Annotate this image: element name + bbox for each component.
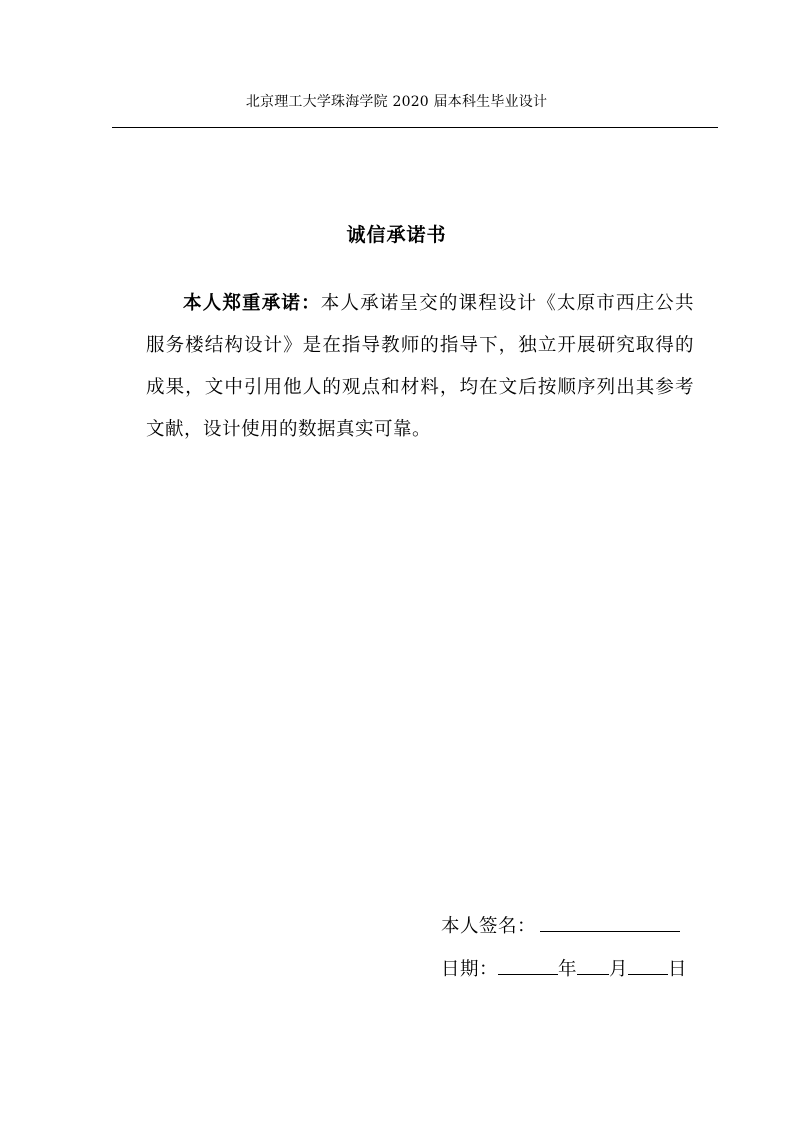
header-divider <box>112 127 718 128</box>
month-blank[interactable] <box>577 954 609 975</box>
document-title: 诚信承诺书 <box>346 224 447 246</box>
signature-label: 本人签名： <box>441 916 537 937</box>
date-label: 日期： <box>441 959 499 980</box>
date-row <box>441 954 687 983</box>
pledge-paragraph <box>146 283 694 451</box>
month-unit: 月 <box>609 959 629 980</box>
pledge-lead: 本人郑重承诺： <box>183 293 321 314</box>
signature-row <box>441 911 680 940</box>
signature-blank[interactable] <box>540 911 680 932</box>
day-unit: 日 <box>668 959 688 980</box>
day-blank[interactable] <box>628 954 668 975</box>
pledge-text: 本人承诺呈交的课程设计《太原市西庄公共服务楼结构设计》是在指导教师的指导下，独立开展研究取得的成果，文中引用他人的观点和材料，均在文后按顺序列出其参考文献，设计使用的数据真实可靠。 <box>146 293 694 440</box>
page-header: 北京理工大学珠海学院 2020 届本科生毕业设计 <box>245 94 548 110</box>
year-blank[interactable] <box>498 954 558 975</box>
year-unit: 年 <box>558 959 578 980</box>
